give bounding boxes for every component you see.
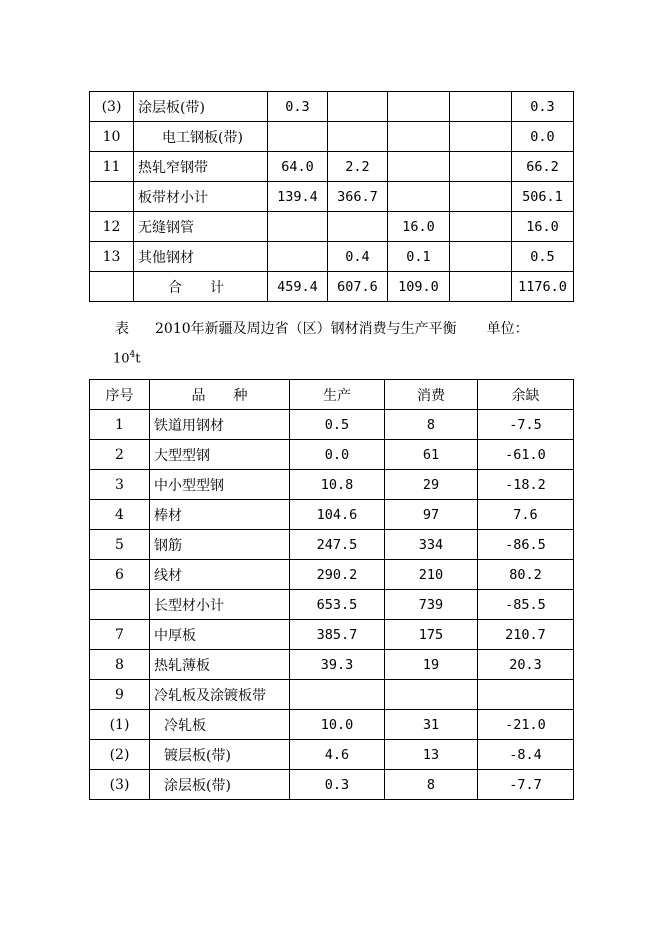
cell-balance: -7.5 bbox=[478, 410, 574, 440]
header-no: 序号 bbox=[90, 380, 150, 410]
table-row bbox=[90, 92, 574, 122]
cell-name: 热轧薄板 bbox=[150, 650, 290, 680]
cell-consumption: 31 bbox=[385, 710, 478, 740]
table-row bbox=[90, 272, 574, 302]
cell-value: 0.3 bbox=[512, 92, 574, 122]
cell-no: 12 bbox=[90, 212, 134, 242]
cell-value: 66.2 bbox=[512, 152, 574, 182]
cell-name: 涂层板(带) bbox=[150, 770, 290, 800]
cell-production: 247.5 bbox=[290, 530, 385, 560]
header-production: 生产 bbox=[290, 380, 385, 410]
table-row bbox=[90, 590, 574, 620]
cell-value bbox=[328, 92, 388, 122]
cell-name: 涂层板(带) bbox=[134, 92, 268, 122]
header-name: 品 种 bbox=[150, 380, 290, 410]
table-row bbox=[90, 152, 574, 182]
cell-name: 电工钢板(带) bbox=[134, 122, 268, 152]
table-row bbox=[90, 440, 574, 470]
cell-production: 653.5 bbox=[290, 590, 385, 620]
cell-production bbox=[290, 680, 385, 710]
cell-consumption bbox=[385, 680, 478, 710]
cell-name: 铁道用钢材 bbox=[150, 410, 290, 440]
cell-value: 1176.0 bbox=[512, 272, 574, 302]
cell-no bbox=[90, 272, 134, 302]
cell-value bbox=[388, 92, 450, 122]
table-row bbox=[90, 182, 574, 212]
cell-consumption: 29 bbox=[385, 470, 478, 500]
cell-value bbox=[268, 242, 328, 272]
cell-balance: 210.7 bbox=[478, 620, 574, 650]
header-balance: 余缺 bbox=[478, 380, 574, 410]
cell-no: 1 bbox=[90, 410, 150, 440]
cell-no: 9 bbox=[90, 680, 150, 710]
cell-no: (3) bbox=[90, 92, 134, 122]
cell-consumption: 8 bbox=[385, 410, 478, 440]
cell-value: 0.1 bbox=[388, 242, 450, 272]
cell-no: 7 bbox=[90, 620, 150, 650]
cell-no: 5 bbox=[90, 530, 150, 560]
cell-production: 10.0 bbox=[290, 710, 385, 740]
cell-balance: 7.6 bbox=[478, 500, 574, 530]
cell-value: 16.0 bbox=[388, 212, 450, 242]
cell-name: 板带材小计 bbox=[134, 182, 268, 212]
table-row bbox=[90, 620, 574, 650]
cell-production: 0.5 bbox=[290, 410, 385, 440]
cell-balance: 80.2 bbox=[478, 560, 574, 590]
cell-value: 0.4 bbox=[328, 242, 388, 272]
cell-consumption: 13 bbox=[385, 740, 478, 770]
cell-value bbox=[268, 122, 328, 152]
cell-no: 13 bbox=[90, 242, 134, 272]
cell-value bbox=[388, 152, 450, 182]
cell-value: 366.7 bbox=[328, 182, 388, 212]
cell-production: 10.8 bbox=[290, 470, 385, 500]
cell-no: 3 bbox=[90, 470, 150, 500]
table-row bbox=[90, 122, 574, 152]
cell-value: 2.2 bbox=[328, 152, 388, 182]
table-row bbox=[90, 680, 574, 710]
cell-value: 16.0 bbox=[512, 212, 574, 242]
cell-value: 506.1 bbox=[512, 182, 574, 212]
cell-balance: -86.5 bbox=[478, 530, 574, 560]
cell-value bbox=[328, 212, 388, 242]
cell-production: 385.7 bbox=[290, 620, 385, 650]
cell-production: 104.6 bbox=[290, 500, 385, 530]
table-row bbox=[90, 530, 574, 560]
cell-value: 607.6 bbox=[328, 272, 388, 302]
cell-value: 0.0 bbox=[512, 122, 574, 152]
cell-production: 0.3 bbox=[290, 770, 385, 800]
table-unit bbox=[113, 350, 141, 366]
cell-no bbox=[90, 182, 134, 212]
unit-exponent: 4 bbox=[129, 350, 136, 360]
cell-name: 线材 bbox=[150, 560, 290, 590]
table-row bbox=[90, 500, 574, 530]
table-row bbox=[90, 242, 574, 272]
table-row bbox=[90, 770, 574, 800]
cell-value bbox=[328, 122, 388, 152]
cell-no: 11 bbox=[90, 152, 134, 182]
cell-value bbox=[388, 182, 450, 212]
table-header-row bbox=[90, 380, 574, 410]
cell-production: 39.3 bbox=[290, 650, 385, 680]
cell-consumption: 334 bbox=[385, 530, 478, 560]
unit-base: 10 bbox=[113, 351, 130, 367]
table-row bbox=[90, 410, 574, 440]
cell-balance bbox=[478, 680, 574, 710]
cell-consumption: 61 bbox=[385, 440, 478, 470]
table-row bbox=[90, 650, 574, 680]
cell-no: (1) bbox=[90, 710, 150, 740]
cell-production: 290.2 bbox=[290, 560, 385, 590]
table-2 bbox=[89, 379, 574, 800]
cell-consumption: 210 bbox=[385, 560, 478, 590]
cell-balance: -61.0 bbox=[478, 440, 574, 470]
cell-value: 109.0 bbox=[388, 272, 450, 302]
unit-suffix: t bbox=[135, 351, 141, 367]
cell-name: 热轧窄钢带 bbox=[134, 152, 268, 182]
table-row bbox=[90, 470, 574, 500]
cell-consumption: 739 bbox=[385, 590, 478, 620]
cell-name: 冷轧板 bbox=[150, 710, 290, 740]
cell-name: 中小型型钢 bbox=[150, 470, 290, 500]
caption-unit-label: 单位： bbox=[486, 321, 529, 337]
cell-value bbox=[450, 212, 512, 242]
header-consumption: 消费 bbox=[385, 380, 478, 410]
cell-no: 10 bbox=[90, 122, 134, 152]
table-row bbox=[90, 212, 574, 242]
cell-consumption: 97 bbox=[385, 500, 478, 530]
cell-name: 无缝钢管 bbox=[134, 212, 268, 242]
cell-consumption: 19 bbox=[385, 650, 478, 680]
cell-no: 2 bbox=[90, 440, 150, 470]
cell-no bbox=[90, 590, 150, 620]
cell-consumption: 175 bbox=[385, 620, 478, 650]
cell-no: (3) bbox=[90, 770, 150, 800]
cell-name: 大型型钢 bbox=[150, 440, 290, 470]
table-row bbox=[90, 710, 574, 740]
cell-name: 合 计 bbox=[134, 272, 268, 302]
cell-no: (2) bbox=[90, 740, 150, 770]
cell-value bbox=[450, 272, 512, 302]
cell-name: 镀层板(带) bbox=[150, 740, 290, 770]
cell-value bbox=[450, 92, 512, 122]
cell-no: 4 bbox=[90, 500, 150, 530]
cell-no: 6 bbox=[90, 560, 150, 590]
cell-value: 64.0 bbox=[268, 152, 328, 182]
caption-title: 2010年新疆及周边省（区）钢材消费与生产平衡 bbox=[155, 321, 457, 337]
cell-name: 冷轧板及涂镀板带 bbox=[150, 680, 290, 710]
cell-value bbox=[450, 152, 512, 182]
cell-name: 钢筋 bbox=[150, 530, 290, 560]
cell-value: 459.4 bbox=[268, 272, 328, 302]
cell-value bbox=[450, 182, 512, 212]
cell-consumption: 8 bbox=[385, 770, 478, 800]
cell-value bbox=[450, 122, 512, 152]
cell-name: 其他钢材 bbox=[134, 242, 268, 272]
caption-prefix: 表 bbox=[115, 321, 129, 337]
cell-balance: -21.0 bbox=[478, 710, 574, 740]
cell-no: 8 bbox=[90, 650, 150, 680]
cell-value: 0.3 bbox=[268, 92, 328, 122]
cell-value: 0.5 bbox=[512, 242, 574, 272]
cell-name: 长型材小计 bbox=[150, 590, 290, 620]
cell-balance: -85.5 bbox=[478, 590, 574, 620]
cell-value bbox=[268, 212, 328, 242]
cell-value bbox=[450, 242, 512, 272]
table-1 bbox=[89, 91, 574, 302]
cell-balance: -7.7 bbox=[478, 770, 574, 800]
cell-value bbox=[388, 122, 450, 152]
table-row bbox=[90, 740, 574, 770]
table-caption bbox=[115, 318, 529, 338]
cell-balance: 20.3 bbox=[478, 650, 574, 680]
table-row bbox=[90, 560, 574, 590]
cell-value: 139.4 bbox=[268, 182, 328, 212]
cell-balance: -8.4 bbox=[478, 740, 574, 770]
cell-name: 中厚板 bbox=[150, 620, 290, 650]
cell-name: 棒材 bbox=[150, 500, 290, 530]
cell-balance: -18.2 bbox=[478, 470, 574, 500]
cell-production: 4.6 bbox=[290, 740, 385, 770]
cell-production: 0.0 bbox=[290, 440, 385, 470]
